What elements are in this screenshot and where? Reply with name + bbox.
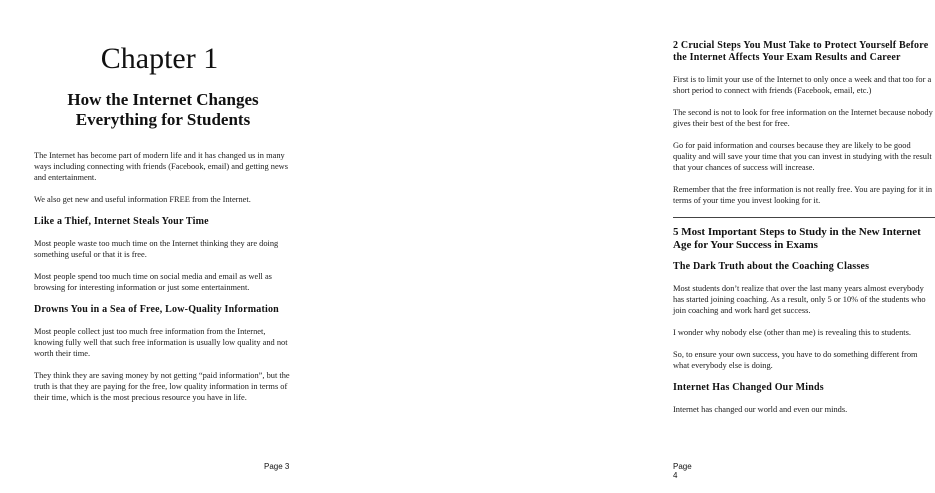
section-divider: [673, 217, 935, 218]
section-paragraph: Internet has changed our world and even our minds.: [673, 405, 848, 414]
section-paragraph: They think they are saving money by not getting “paid information”, but the truth is that they are paying for the free, low quality information in terms of their time, which is the most precious resource you have in life.: [34, 371, 290, 402]
section-heading-dark-truth: The Dark Truth about the Coaching Classes: [673, 261, 870, 272]
section-paragraph: The second is not to look for free information on the Internet because nobody gives their best of the best for free.: [673, 108, 933, 128]
section-paragraph: Go for paid information and courses because they are likely to be good quality and will save your time that you can invest in studying with the result that your chances of success will increase.: [673, 141, 932, 172]
section-heading-important-steps: 5 Most Important Steps to Study in the New Internet Age for Your Success in Exams: [673, 226, 921, 251]
section-heading-minds: Internet Has Changed Our Minds: [673, 382, 824, 393]
section-paragraph: Most students don’t realize that over the last many years almost everybody has started joining coaching. As a result, only 5 or 10% of the students who join coaching and work hard get success.: [673, 284, 926, 315]
page-number-right: Page 4: [673, 462, 692, 480]
page-number-left: Page 3: [264, 462, 290, 471]
section-paragraph: Most people waste too much time on the Internet thinking they are doing something useful or that it is free.: [34, 239, 279, 259]
section-paragraph: Remember that the free information is not really free. You are paying for it in terms of your time you invest looking for it.: [673, 185, 933, 205]
section-paragraph: Most people collect just too much free information from the Internet, knowing fully well that such free information is usually low quality and not worth their time.: [34, 327, 288, 358]
intro-paragraph: We also get new and useful information FREE from the Internet.: [34, 195, 251, 204]
chapter-title: Chapter 1: [100, 42, 219, 75]
section-paragraph: First is to limit your use of the Internet to only once a week and that too for a short period to connect with friends (Facebook, email, etc.): [673, 75, 932, 95]
section-paragraph: So, to ensure your own success, you have to do something different from what everybody else is doing.: [673, 350, 918, 370]
section-heading-information: Drowns You in a Sea of Free, Low-Quality Information: [34, 304, 279, 315]
section-paragraph: I wonder why nobody else (other than me) is revealing this to students.: [673, 328, 911, 337]
section-paragraph: Most people spend too much time on social media and email as well as browsing for interesting information or just some entertainment.: [34, 272, 272, 292]
section-heading-time: Like a Thief, Internet Steals Your Time: [34, 216, 209, 227]
left-page: [0, 0, 319, 493]
left-page-body: [34, 150, 290, 414]
section-heading-crucial-steps: 2 Crucial Steps You Must Take to Protect Yourself Before the Internet Affects Your Exam Results and Career: [673, 40, 929, 63]
right-page: [319, 0, 933, 493]
chapter-subtitle: How the Internet Changes Everything for Students: [67, 90, 259, 129]
right-page-body: [673, 40, 935, 426]
intro-paragraph: The Internet has become part of modern life and it has changed us in many ways including connecting with friends (Facebook, email) and getting news and entertainment.: [34, 151, 288, 182]
